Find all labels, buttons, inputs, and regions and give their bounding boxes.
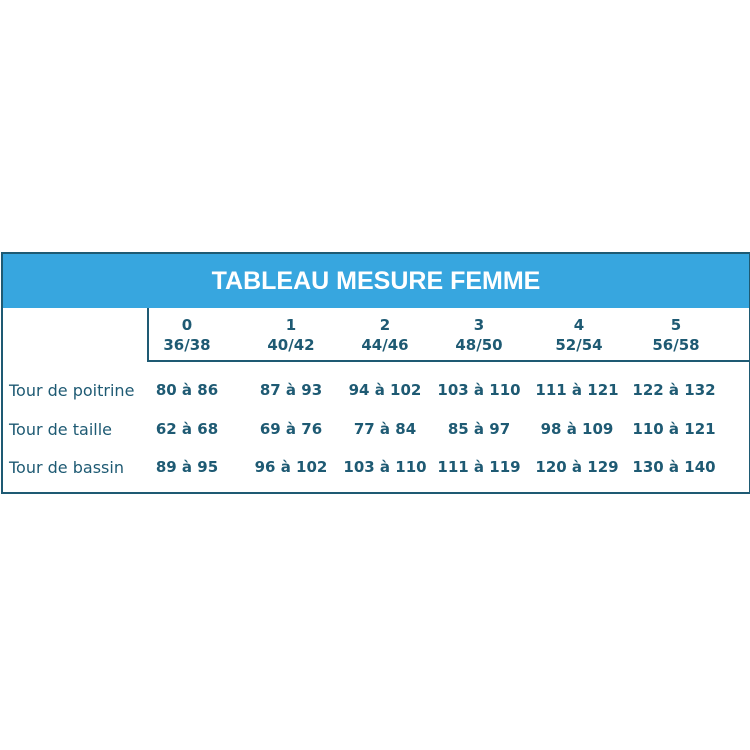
size-eu: 36/38 [163, 336, 211, 354]
table-cell: 130 à 140 [632, 458, 716, 476]
title-banner [3, 254, 749, 308]
table-cell: 103 à 110 [343, 458, 427, 476]
table-cell: 69 à 76 [259, 420, 323, 438]
table-cell: 98 à 109 [540, 420, 614, 438]
table-cell: 62 à 68 [155, 420, 219, 438]
table-cell: 120 à 129 [535, 458, 619, 476]
size-eu: 48/50 [455, 336, 503, 354]
size-eu: 56/58 [652, 336, 700, 354]
size-eu: 44/46 [361, 336, 409, 354]
table-cell: 77 à 84 [353, 420, 417, 438]
table-cell: 89 à 95 [155, 458, 219, 476]
size-header-row [147, 308, 749, 362]
table-cell: 96 à 102 [254, 458, 328, 476]
table-cell: 122 à 132 [632, 381, 716, 399]
size-number: 3 [473, 316, 485, 334]
size-number: 2 [379, 316, 391, 334]
table-cell: 111 à 119 [437, 458, 521, 476]
table-title: TABLEAU MESURE FEMME [211, 267, 541, 295]
size-number: 1 [285, 316, 297, 334]
row-label-taille: Tour de taille [9, 420, 112, 439]
size-number: 5 [670, 316, 682, 334]
size-eu: 52/54 [555, 336, 603, 354]
table-cell: 110 à 121 [632, 420, 716, 438]
size-chart-table [1, 252, 750, 494]
table-cell: 111 à 121 [535, 381, 619, 399]
table-cell: 94 à 102 [348, 381, 422, 399]
table-cell: 103 à 110 [437, 381, 521, 399]
table-cell: 87 à 93 [259, 381, 323, 399]
size-number: 0 [181, 316, 193, 334]
size-number: 4 [573, 316, 585, 334]
size-eu: 40/42 [267, 336, 315, 354]
table-cell: 80 à 86 [155, 381, 219, 399]
table-cell: 85 à 97 [447, 420, 511, 438]
row-label-poitrine: Tour de poitrine [9, 381, 135, 400]
row-label-bassin: Tour de bassin [9, 458, 124, 477]
